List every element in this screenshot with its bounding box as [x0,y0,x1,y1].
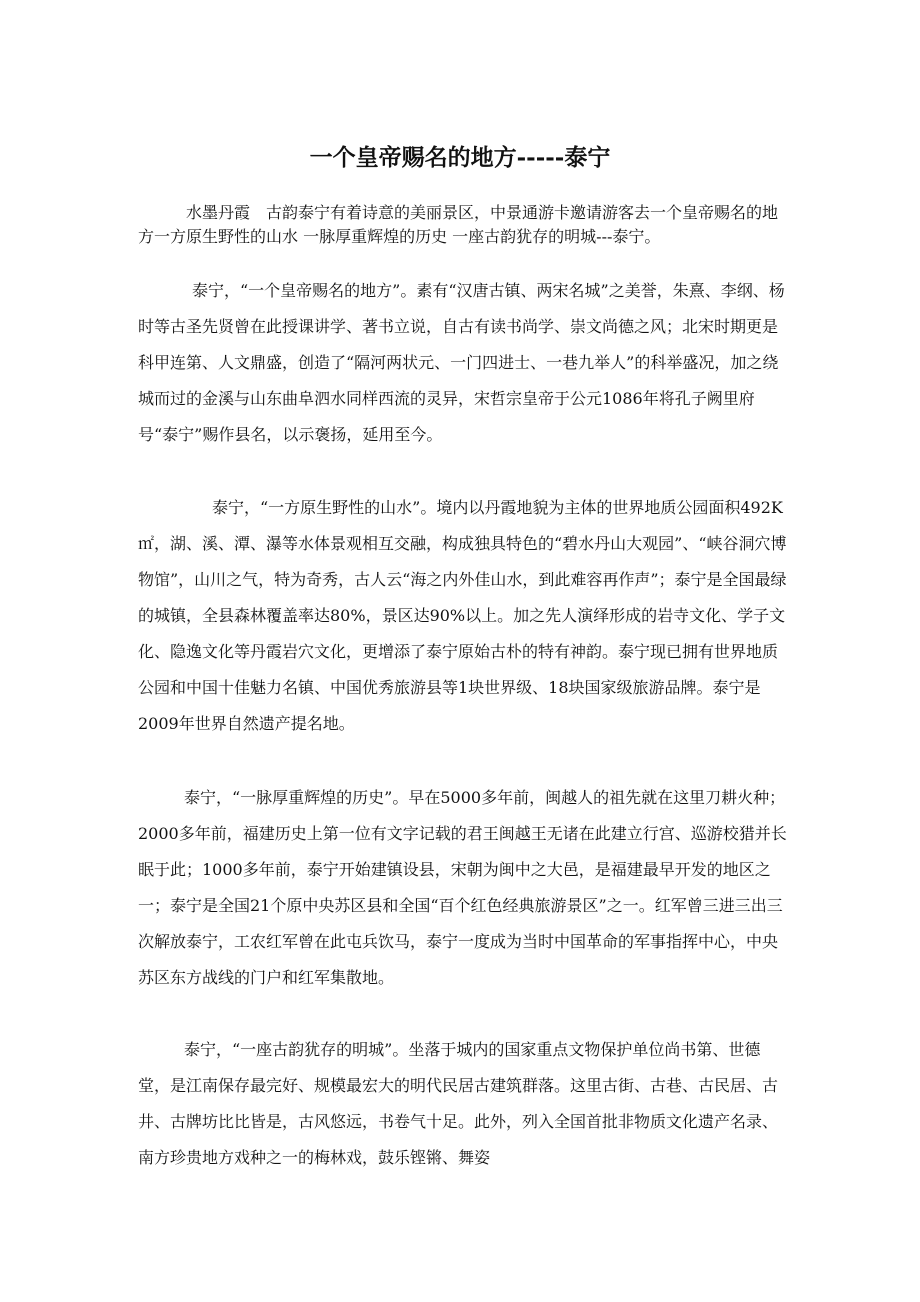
paragraph-ancient-city: 泰宁，“一座古韵犹存的明城”。坐落于城内的国家重点文物保护单位尚书第、世德堂，是江南保存最完好、规模最宏大的明代民居古建筑群落。这里古街、古巷、古民居、古井、古牌坊比比皆是，古风悠远，书卷气十足。此外，列入全国首批非物质文化遗产名录、南方珍贵地方戏种之一的梅林戏，鼓乐铿锵、舞姿 [138,1040,779,1167]
paragraph-imperial-name: 泰宁，“一个皇帝赐名的地方”。素有“汉唐古镇、两宋名城”之美誉，朱熹、李纲、杨时等古圣先贤曾在此授课讲学、著书立说，自古有读书尚学、崇文尚德之风；北宋时期更是科甲连第、人文鼎盛，创造了“隔河两状元、一门四进士、一巷九举人”的科举盛况，加之绕城而过的金溪与山东曲阜泗水同样西流的灵异，宋哲宗皇帝于公元1086年将孔子阙里府号“泰宁”赐作县名，以示褒扬，延用至今。 [138,281,785,444]
intro-paragraph: 水墨丹霞 古韵泰宁有着诗意的美丽景区，中景通游卡邀请游客去一个皇帝赐名的地方一方原生野性的山水 一脉厚重辉煌的历史 一座古韵犹存的明城---泰宁。 [138,203,779,246]
document-title: 一个皇帝赐名的地方-----泰宁 [309,144,611,171]
paragraph-landscape: 泰宁，“一方原生野性的山水”。境内以丹霞地貌为主体的世界地质公园面积492K㎡，湖、溪、潭、瀑等水体景观相互交融，构成独具特色的“碧水丹山大观园”、“峡谷洞穴博物馆”，山川之气，特为奇秀，古人云“海之内外佳山水，到此难容再作声”；泰宁是全国最绿的城镇，全县森林覆盖率达80%，景区达90%以上。加之先人演绎形成的岩寺文化、学子文化、隐逸文化等丹霞岩穴文化，更增添了泰宁原始古朴的特有神韵。泰宁现已拥有世界地质公园和中国十佳魅力名镇、中国优秀旅游县等1块世界级、18块国家级旅游品牌。泰宁是2009年世界自然遗产提名地。 [138,498,787,733]
paragraph-history: 泰宁，“一脉厚重辉煌的历史”。早在5000多年前，闽越人的祖先就在这里刀耕火种；2000多年前，福建历史上第一位有文字记载的君王闽越王无诸在此建立行宫、巡游校猎并长眠于此；1000多年前，泰宁开始建镇设县，宋朝为闽中之大邑，是福建最早开发的地区之一；泰宁是全国21个原中央苏区县和全国“百个红色经典旅游景区”之一。红军曾三进三出三次解放泰宁，工农红军曾在此屯兵饮马，泰宁一度成为当时中国革命的军事指挥中心，中央苏区东方战线的门户和红军集散地。 [138,788,787,987]
